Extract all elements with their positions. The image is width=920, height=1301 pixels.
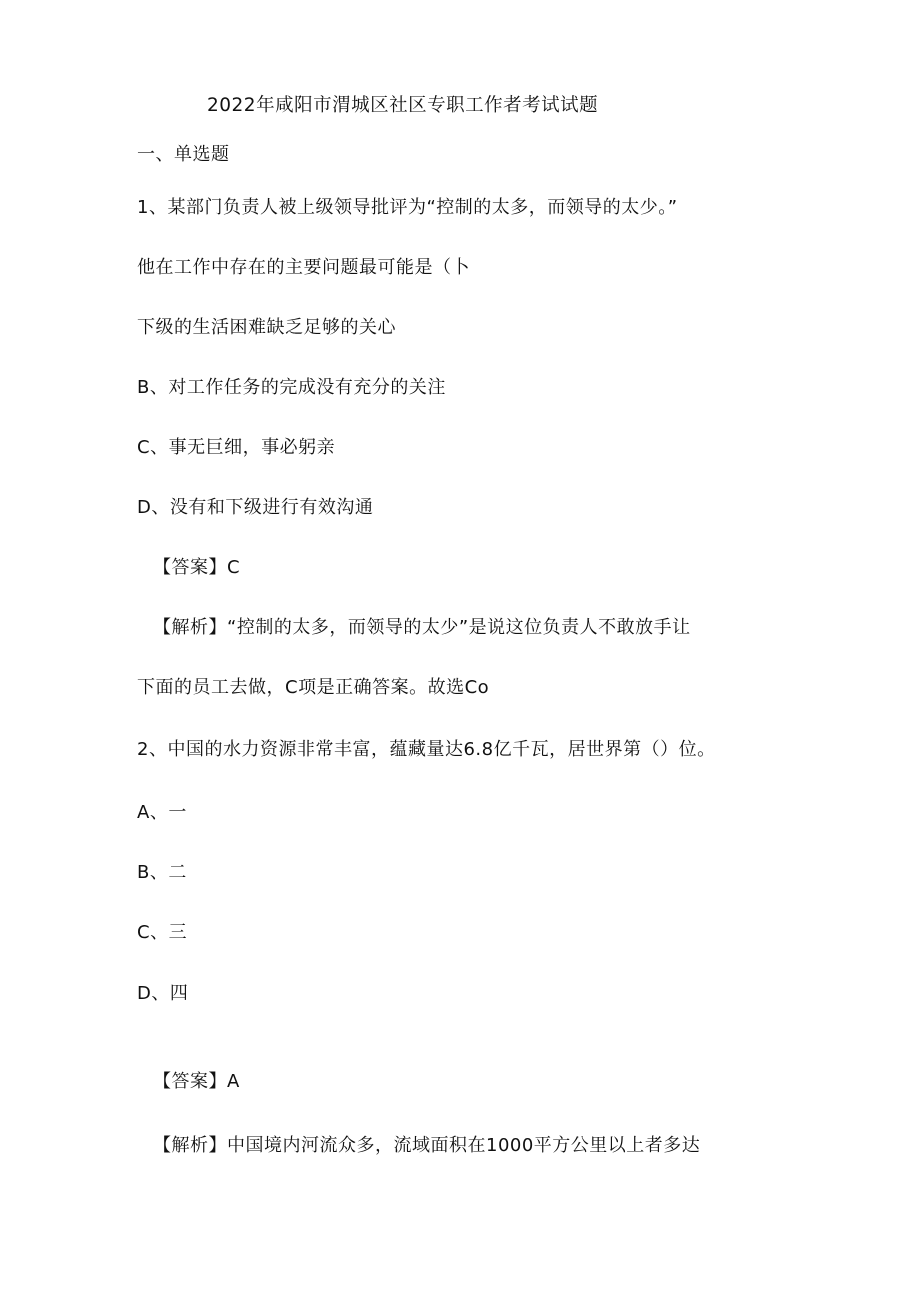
- q1-analysis-line2: 下面的员工去做，C项是正确答案。故选Co: [137, 677, 490, 698]
- section-heading: 一、单选题: [137, 144, 230, 165]
- q1-stem-line1: 1、某部门负责人被上级领导批评为“控制的太多，而领导的太少。”: [137, 197, 678, 218]
- q1-analysis-line1: 【解析】“控制的太多，而领导的太少”是说这位负责人不敢放手让: [153, 617, 691, 638]
- q1-option-a: 下级的生活困难缺乏足够的关心: [137, 317, 396, 338]
- q1-stem-line2: 他在工作中存在的主要问题最可能是（卜: [137, 257, 470, 278]
- q2-option-d: D、四: [137, 983, 189, 1004]
- q1-option-c: C、事无巨细，事必躬亲: [137, 437, 336, 458]
- q2-option-b: B、二: [137, 862, 187, 883]
- q1-option-b: B、对工作任务的完成没有充分的关注: [137, 377, 446, 398]
- q2-analysis-line1: 【解析】中国境内河流众多，流域面积在1000平方公里以上者多达: [153, 1135, 701, 1156]
- q2-answer: 【答案】A: [153, 1071, 240, 1092]
- q1-option-d: D、没有和下级进行有效沟通: [137, 497, 374, 518]
- q2-option-a: A、一: [137, 802, 187, 823]
- q1-answer: 【答案】C: [153, 557, 241, 578]
- document-title: 2022年咸阳市渭城区社区专职工作者考试试题: [207, 95, 599, 116]
- q2-option-c: C、三: [137, 922, 188, 943]
- q2-stem: 2、中国的水力资源非常丰富，蕴藏量达6.8亿千瓦，居世界第（）位。: [137, 739, 716, 760]
